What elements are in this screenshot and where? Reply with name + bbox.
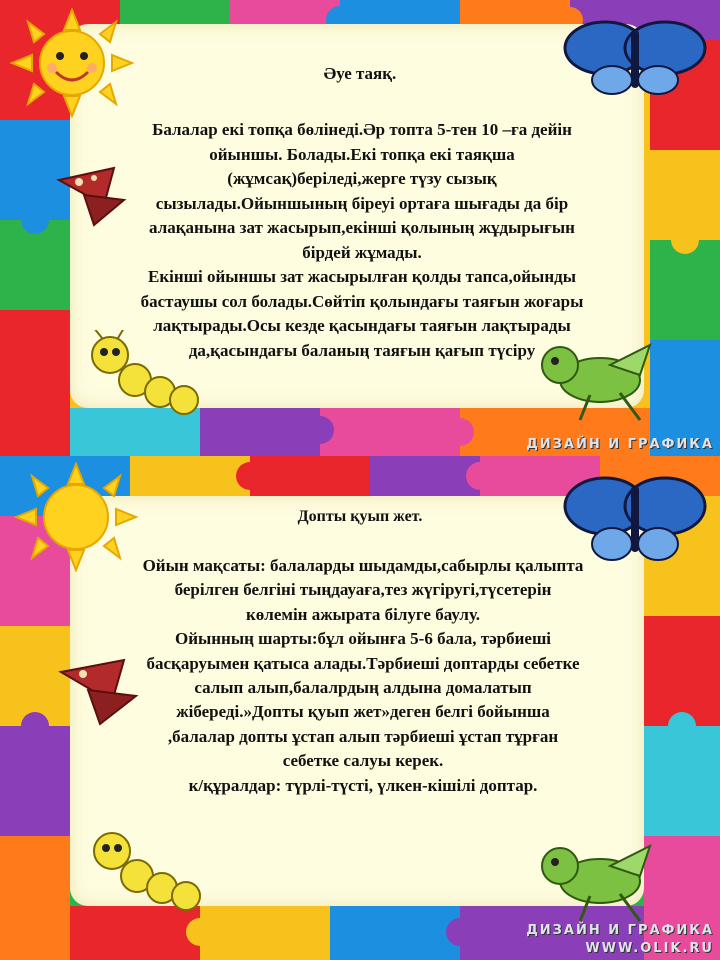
text-line: берілген белгіні тыңдауаға,тез жүгіругі,түсетерін (174, 580, 552, 600)
watermark: ДИЗАЙН И ГРАФИКА (526, 923, 714, 938)
text-line: басқаруымен қатыса алады.Тәрбиеші доптарды себетке (146, 653, 580, 673)
text-line: Екінші ойыншы зат жасырылған қолды тапса,ойынды (148, 267, 576, 286)
text-line: Ойынның шарты:бұл ойынға 5-6 бала, тәрбиеші (174, 629, 552, 649)
text-line: Балалар екі топқа бөлінеді.Әр топта 5-тен 10 –ға дейін (152, 120, 572, 139)
page-title: Әуе таяқ. (323, 64, 397, 83)
game-card-aue-tayaq (0, 0, 720, 456)
text-line: (жұмсақ)беріледі,жерге түзу сызық (227, 169, 497, 188)
text-line: жібереді.»Допты қуып жет»деген белгі бойынша (176, 702, 550, 722)
text-line: бастаушы сол болады.Сөйтіп қолындағы таяғын жоғары (140, 291, 584, 311)
text-line: ,балалар допты ұстап алып тәрбиеші ұстап тұрған (167, 726, 559, 746)
sun-icon (8, 8, 136, 118)
text-line: себетке салуы керек. (282, 751, 444, 771)
watermark-url: WWW.OLIK.RU (585, 941, 714, 956)
text-line: алақанына зат жасырып,екінші қолының жұдырығын (149, 218, 575, 237)
watermark: ДИЗАЙН И ГРАФИКА (526, 437, 714, 452)
game-description (78, 554, 648, 798)
text-line: салып алып,балалрдың алдына домалатып (194, 678, 532, 698)
page-title: Допты қуып жет. (297, 508, 423, 525)
text-line: ойыншы. Болады.Екі топқа екі таяқша (209, 144, 515, 164)
text-line: Ойын мақсаты: балаларды шыдамды,сабырлы қалыпта (142, 556, 584, 575)
text-line: лақтырады.Осы кезде қасындағы таяғын лақтырады (153, 316, 571, 335)
game-description (82, 118, 642, 363)
text-line: көлемін ажырата білуге баулу. (246, 604, 480, 624)
text-line: да,қасындағы баланың таяғын қағып түсіру (188, 340, 536, 360)
butterfly-icon (560, 10, 710, 100)
text-line: сызылады.Ойыншының біреуі ортаға шығады да бір (155, 193, 569, 213)
game-card-dopty-quyp-zhet (0, 456, 720, 960)
text-line: к/құралдар: түрлі-түсті, үлкен-кішілі доптар. (188, 775, 538, 795)
grasshopper-icon (530, 826, 660, 926)
caterpillar-icon (82, 826, 212, 916)
text-line: бірдей жұмады. (302, 242, 422, 262)
